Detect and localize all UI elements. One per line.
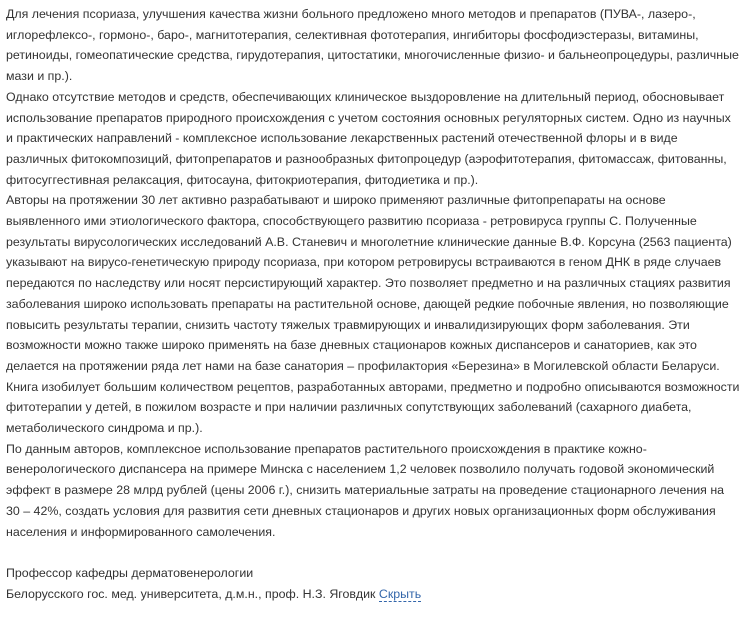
signature-author-line [6, 584, 741, 605]
paragraph-3: Авторы на протяжении 30 лет активно разрабатывают и широко применяют различные фитопрепараты на основе выявленного ими этиологического фактора, способствующего развитию псориаза - ретровируса группы С. Полученные результаты вирусологических исследований А.В. Станевич и многолетние клинические данные В.Ф. Корсуна (2563 пациента) указывают на вирусо-генетическую природу псориаза, при котором ретровирусы встраиваются в геном ДНК в ряде случаев передаются по наследству или носят персистирующий характер. Это позволяет предметно и на различных стациях развития заболевания широко использовать препараты на растительной основе, дающей редкие побочные явления, но позволяющие повысить результаты терапии, снизить частоту тяжелых травмирующих и инвалидизирующих форм заболевания. Эти возможности можно также широко применять на базе дневных стационаров кожных диспансеров и санаториев, как это делается на протяжении ряда лет нами на базе санатория – профилактория «Березина» в Могилевской области Беларуси. [6, 193, 732, 373]
paragraph-4: Книга изобилует большим количеством рецептов, разработанных авторами, предметно и подробно описываются возможности фитотерапии у детей, в пожилом возрасте и при наличии различных сопутствующих заболеваний (сахарного диабета, метаболического синдрома и пр.). [6, 379, 740, 436]
paragraph-2: Однако отсутствие методов и средств, обеспечивающих клиническое выздоровление на длительный период, обосновывает использование препаратов природного происхождения с учетом состояния основных регуляторных систем. Одно из научных и практических направлений - комплексное использование лекарственных растений отечественной флоры и в виде различных фитокомпозиций, фитопрепаратов и разнообразных фитопроцедур (аэрофитотерапия, фитомассаж, фитованны, фитосуггестивная релаксация, фитосауна, фитокриотерапия, фитодиетика и пр.). [6, 89, 731, 187]
spacer [6, 542, 741, 563]
paragraph-1: Для лечения псориаза, улучшения качества жизни больного предложено много методов и препаратов (ПУВА-, лазеро-, иглорефлексо-, гормоно-, баро-, магнитотерапия, селективная фототерапия, ингибиторы фосфодиэстеразы, витамины, ретиноиды, гомеопатические средства, гирудотерапия, цитостатики, многочисленные физио- и бальнеопроцедуры, различные мази и пр.). [6, 7, 739, 84]
hide-link[interactable]: Скрыть [378, 586, 422, 601]
signature-title: Профессор кафедры дерматовенерологии [6, 566, 254, 581]
paragraph-5: По данным авторов, комплексное использование препаратов растительного происхождения в практике кожно-венерологического диспансера на примере Минска с населением 1,2 человек позволило получать годовой экономический эффект в размере 28 млрд рублей (цены 2006 г.), снизить материальные затраты на проведение стационарного лечения на 30 – 42%, создать условия для развития сети дневных стационаров и других новых организационных форм обслуживания населения и информированного самолечения. [6, 441, 725, 539]
signature-author: Белорусского гос. мед. университета, д.м.н., проф. Н.З. Яговдик [6, 586, 376, 601]
